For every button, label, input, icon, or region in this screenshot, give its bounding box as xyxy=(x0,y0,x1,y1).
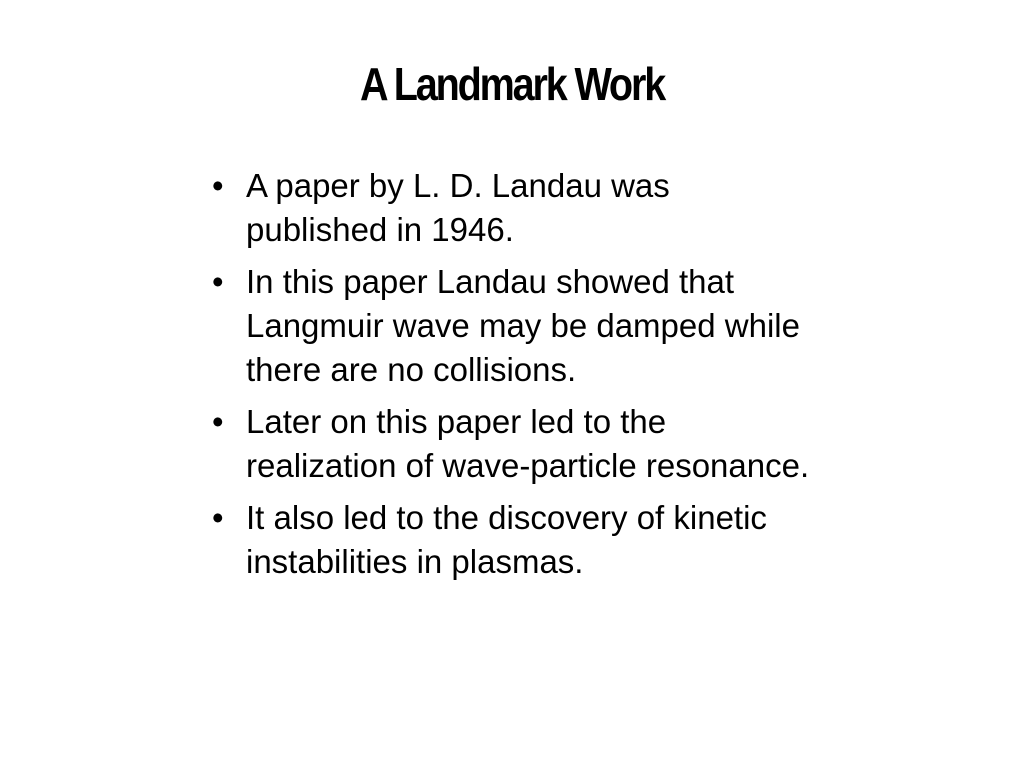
bullet-text: A paper by L. D. Landau was published in 1946. xyxy=(246,167,670,248)
bullet-item xyxy=(212,496,812,584)
bullet-icon: • xyxy=(212,499,224,536)
bullet-item xyxy=(212,260,812,392)
bullet-item xyxy=(212,400,812,488)
slide-title: A Landmark Work xyxy=(359,58,665,110)
bullet-text: In this paper Landau showed that Langmuir wave may be damped while there are no collisions. xyxy=(246,263,800,388)
bullet-text: It also led to the discovery of kinetic instabilities in plasmas. xyxy=(246,499,767,580)
bullet-text: Later on this paper led to the realization of wave-particle resonance. xyxy=(246,403,810,484)
bullet-icon: • xyxy=(212,263,224,300)
bullet-icon: • xyxy=(212,167,224,204)
bullet-item xyxy=(212,164,812,252)
bullet-list xyxy=(212,164,812,592)
bullet-icon: • xyxy=(212,403,224,440)
